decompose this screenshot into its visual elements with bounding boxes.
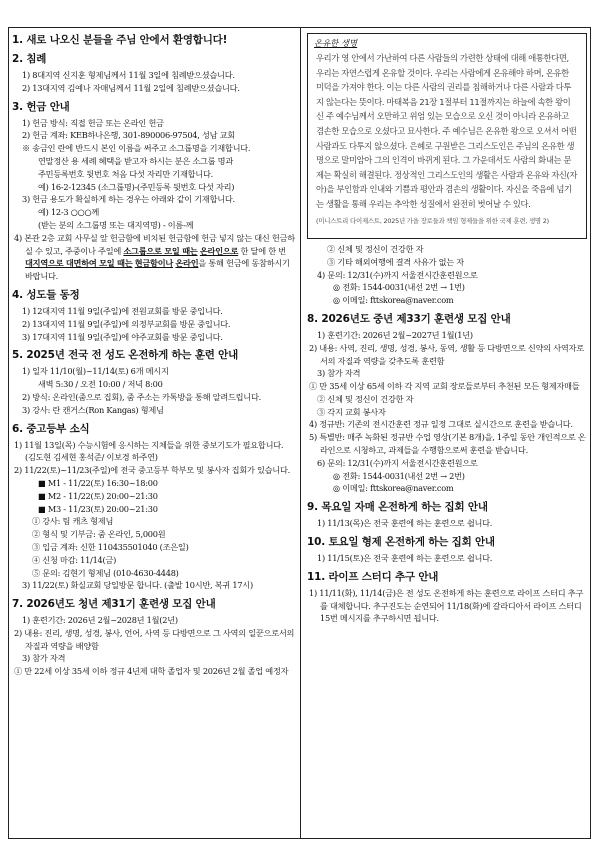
list-item: 2) 내용: 사역, 진리, 생명, 성경, 봉사, 동역, 생활 등 다방면으로 신약의 사역자로서의 자질과 역량을 갖추도록 훈련함 bbox=[309, 342, 584, 366]
list-item: ◎ 이메일: fttskorea@naver.com bbox=[333, 295, 454, 306]
list-item: 4) 문의: 12/31(수)까지 서울전시간훈련원으로 bbox=[317, 269, 478, 280]
list-item: 2) 11/22(토)~11/23(주일)에 전국 중고등부 학부모 및 봉사자 집회가 있습니다. bbox=[14, 465, 290, 476]
section-title: 11. 라이프 스터디 추구 안내 bbox=[307, 570, 439, 583]
section-title: 7. 2026년도 청년 제31기 훈련생 모집 안내 bbox=[12, 598, 216, 611]
list-item: 예) 16-2-12345 (소그룹명)-(주민등록 뒷번호 다섯 자리) bbox=[38, 181, 235, 192]
box-text: 우리가 영 안에서 가난하여 다른 사람들의 가련한 상태에 대해 애통한다면, 우리는 자연스럽게 온유할 것이다. 우리는 사람에게 온유해야 하며, 온유한 미덕을 가져야 한다. 이는 다른 사람의 권리를 침해하거나 다른 사람과 다투지 않는다는 뜻이다. 마태복음 21장 1절부터 11절까지는 하늘에 속한 왕이신 주 예수님께서 오만하고 위엄 있는 모습으로 오신 것이 아니라 온유하고 겸손한 모습으로 오셨다고 묘사한다. 주 예수님은 온유한 왕으로 오셔서 어떤 사람과도 다투지 않으셨다. 은혜로 구원받은 그리스도인은 주님의 온유한 생명으로 말미암아 그의 인격이 바뀌게 된다. 그 가운데서도 사람의 화내는 문제는 확실히 해결된다. 정상적인 그리스도인의 생활은 사람과 온유와 자신(자아)을 부인함과 인내와 기쁨과 평안과 겸손의 생활이다. 자신을 죽음에 넘기는 생활을 통해 우리는 추악한 성질에서 완전히 벗어날 수 있다. bbox=[316, 53, 578, 209]
list-item: 1) 11월 13일(목) 수능시험에 응시하는 지체들을 위한 중보기도가 필요합니다. (김도현 김세현 홍석준/ 이보경 하주연) bbox=[14, 439, 284, 463]
section-title: 9. 목요일 자매 온전하게 하는 집회 안내 bbox=[307, 501, 488, 514]
section-title: 1. 새로 나오신 분들을 주님 안에서 환영합니다! bbox=[12, 34, 228, 46]
list-item: 주민등록번호 뒷번호 처음 다섯 자리만 기재합니다. bbox=[38, 168, 213, 179]
list-item: 1) 11/13(목)은 전국 훈련에 하는 훈련으로 쉽니다. bbox=[317, 518, 493, 529]
list-item: 1) 일자 11/10(월)~11/14(토) 6개 메시지 bbox=[22, 366, 169, 377]
list-item: 새벽 5:30 / 오전 10:00 / 저녁 8:00 bbox=[38, 379, 163, 390]
section-middle-age-recruit bbox=[307, 312, 587, 495]
box-source: (미니스트리 다이제스트, 2025년 가을 장로들과 책임 형제들을 위한 국제 훈련, 생명 2) bbox=[316, 216, 549, 225]
list-item: ■ M2 - 11/22(토) 20:00~21:30 bbox=[38, 490, 158, 501]
section-welcome bbox=[12, 33, 295, 47]
section-youth-recruit-continued bbox=[307, 243, 587, 307]
list-item: 2) 내용: 진리, 생명, 성경, 봉사, 언어, 사역 등 다방면으로 그 사역의 일꾼으로서의 자질과 역량을 배양함 bbox=[14, 627, 295, 651]
list-item: 2) 방식: 온라인(줌으로 집회), 줌 주소는 카톡방을 통해 알려드립니다. bbox=[22, 391, 261, 402]
right-column bbox=[307, 33, 587, 630]
section-saturday-meeting bbox=[307, 535, 587, 565]
section-title: 3. 헌금 안내 bbox=[12, 100, 70, 113]
section-youth-news bbox=[12, 422, 295, 593]
list-item: ② 신체 및 정신이 건강한 자 bbox=[317, 393, 414, 404]
list-item: ③ 각지 교회 봉사자 bbox=[317, 406, 386, 417]
section-member-news bbox=[12, 288, 295, 343]
list-item: ③ 기타 해외여행에 결격 사유가 없는 자 bbox=[327, 256, 464, 267]
list-item: 4) 정규반: 기존의 전시간훈련 정규 일정 그대로 실시간으로 훈련을 받습니다. bbox=[309, 419, 573, 430]
list-item: ◎ 전화: 1544-0031(내선 2번 → 2번) bbox=[333, 470, 465, 481]
section-title: 8. 2026년도 중년 제33기 훈련생 모집 안내 bbox=[307, 312, 511, 325]
section-youth-recruit bbox=[12, 597, 295, 678]
list-item: 1) 헌금 방식: 직접 헌금 또는 온라인 헌금 bbox=[22, 117, 164, 128]
list-item: 1) 11/11(화), 11/14(금)은 전 성도 온전하게 하는 훈련으로 라이프 스터디 추구를 대체합니다. 추구진도는 순연되어 11/18(화)에 갈라디아서 라이프 스터디 15번 메시지를 추구하시면 됩니다. bbox=[309, 587, 584, 624]
list-item: 1) 8대지역 신지훈 형제님께서 11월 3일에 침례받으셨습니다. bbox=[22, 70, 235, 80]
list-item: 3) 참가 자격 bbox=[317, 368, 361, 379]
list-item: 3) 헌금 용도가 확실하게 하는 경우는 아래와 같이 기재합니다. bbox=[22, 194, 235, 205]
list-item: 2) 13대지역 11월 9일(주일)에 의정부교회를 방문 중입니다. bbox=[22, 318, 231, 329]
section-title: 2. 침례 bbox=[12, 53, 47, 65]
list-item: ① 강사: 팀 캐츠 형제님 bbox=[32, 516, 114, 527]
list-item: 3) 17대지역 11월 9일(주일)에 야주교회를 방문 중입니다. bbox=[22, 331, 223, 342]
section-national-training bbox=[12, 348, 295, 416]
list-item: 2) 헌금 계좌: KEB하나은행, 301-890006-97504, 성남 교회 bbox=[22, 130, 235, 141]
list-item: ① 만 22세 이상 35세 이하 정규 4년제 대학 졸업자 및 2026년 2월 졸업 예정자 bbox=[14, 666, 289, 677]
box-title: 온유한 생명 bbox=[314, 38, 358, 48]
list-item: ③ 입금 계좌: 신한 110435501040 (조은일) bbox=[32, 541, 189, 552]
list-item: 3) 참가 자격 bbox=[22, 653, 66, 664]
section-offering bbox=[12, 100, 295, 283]
list-item: 1) 11/15(토)은 전국 훈련에 하는 훈련으로 쉽니다. bbox=[317, 553, 493, 564]
list-item: (받는 분의 소그룹명 또는 대지역명) - 이름-께 bbox=[38, 219, 194, 230]
list-item: 3) 11/22(토) 화실교회 당일방문 합니다. (출발 10시반, 복귀 17시) bbox=[22, 580, 253, 591]
list-item: 1) 12대지역 11월 9일(주일)에 전원교회를 방문 중입니다. bbox=[22, 305, 223, 316]
left-column bbox=[12, 33, 295, 683]
list-item: 3) 강사: 란 캔거스(Ron Kangas) 형제님 bbox=[22, 404, 164, 415]
list-item: 2) 13대지역 김예나 자매님께서 11월 2일에 침례받으셨습니다. bbox=[22, 82, 240, 93]
section-title: 4. 성도들 동정 bbox=[12, 288, 80, 301]
list-item: 예) 12-3 ○○○께 bbox=[38, 207, 100, 218]
section-title: 6. 중고등부 소식 bbox=[12, 422, 90, 435]
list-item: ② 형식 및 기부금: 줌 온라인, 5,000원 bbox=[32, 529, 166, 540]
list-item: ② 신체 및 정신이 건강한 자 bbox=[327, 243, 424, 254]
section-baptism bbox=[12, 52, 295, 95]
section-title: 10. 토요일 형제 온전하게 하는 집회 안내 bbox=[307, 536, 495, 549]
meditation-box bbox=[307, 33, 587, 239]
section-thursday-meeting bbox=[307, 500, 587, 530]
list-item: 연말정산 용 세례 혜택을 받고자 하시는 분은 소그룹 명과 bbox=[38, 155, 233, 166]
column-divider bbox=[300, 27, 301, 839]
list-item: ⑤ 문의: 김현기 형제님 (010-4630-4448) bbox=[32, 567, 179, 578]
list-item: 1) 훈련기간: 2026년 2월~2028년 1월(2년) bbox=[22, 615, 178, 626]
list-item: 6) 문의: 12/31(수)까지 서울전시간훈련원으로 bbox=[317, 457, 478, 468]
list-item: ■ M1 - 11/22(토) 16:30~18:00 bbox=[38, 477, 158, 488]
list-item: ■ M3 - 11/23(토) 20:00~21:30 bbox=[38, 503, 158, 514]
list-item: ◎ 이메일: fttskorea@naver.com bbox=[333, 483, 454, 494]
list-item: 5) 특별반: 매주 녹화된 정규반 수업 영상(기본 8개)을, 1주일 동안 개인적으로 온라인으로 시청하고, 과제들을 수행함으로써 훈련을 받습니다. bbox=[309, 432, 586, 456]
list-item: ※ 송금인 란에 반드시 본인 이름을 써주고 소그룹명을 기재합니다. bbox=[22, 143, 251, 154]
section-title: 5. 2025년 전국 전 성도 온전하게 하는 훈련 안내 bbox=[12, 349, 239, 362]
section-life-study bbox=[307, 570, 587, 625]
list-item: ④ 신청 마감: 11/14(금) bbox=[32, 554, 117, 565]
list-item: 4) 본관 2층 교회 사무실 앞 헌금함에 비치된 헌금함에 헌금 넣지 않는 대신 헌금하실 수 있고, 주중이나 주일에 소그룹으로 모일 때는 온라인으로 한 달에 한 번 대지역으로 대면하여 모일 때는 현금함이나 온라인을 통해 헌금에 동참하시기 바랍니다. bbox=[14, 232, 295, 282]
list-item: 1) 훈련기간: 2026년 2월~2027년 1월(1년) bbox=[317, 329, 473, 340]
list-item: ◎ 전화: 1544-0031(내선 2번 → 1번) bbox=[333, 282, 465, 293]
list-item: ① 만 35세 이상 65세 이하 각 지역 교회 장로들로부터 추천된 모든 형제자매들 bbox=[309, 381, 580, 392]
